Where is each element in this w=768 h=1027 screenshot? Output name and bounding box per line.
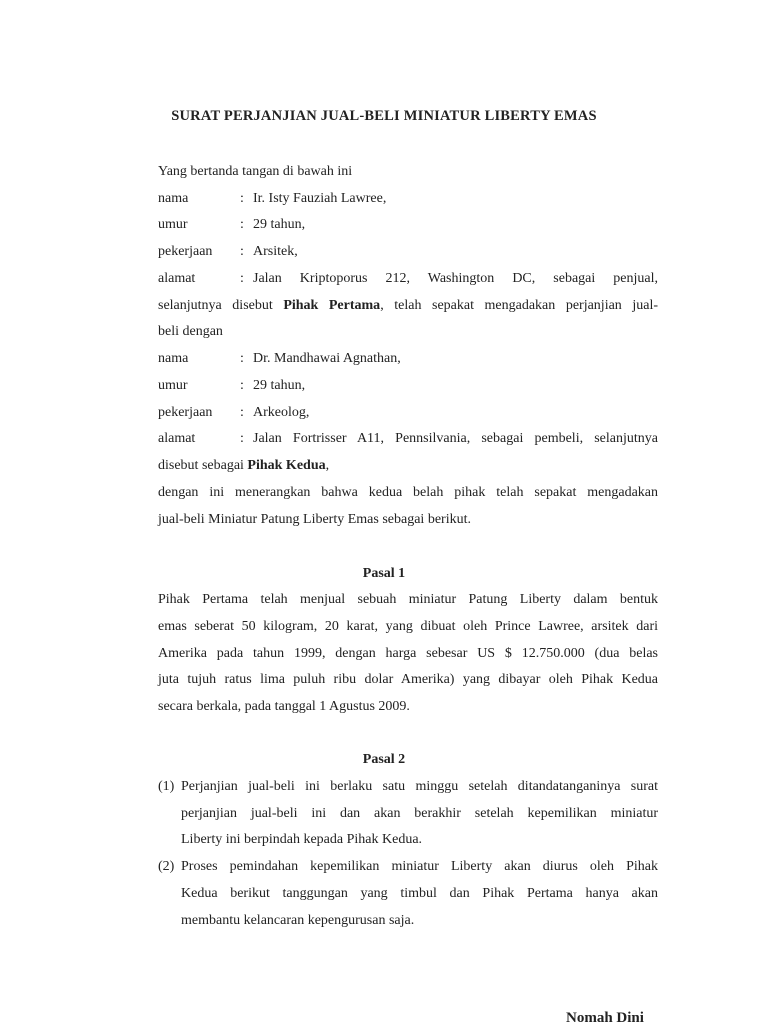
party2-cont-c: ,	[325, 458, 330, 473]
party2-umur-label: umur	[158, 378, 188, 393]
party1-umur-label: umur	[158, 217, 188, 232]
party1-nama-value: Ir. Isty Fauziah Lawree,	[253, 191, 387, 206]
colon: :	[240, 431, 244, 446]
colon: :	[240, 244, 244, 259]
party2-cont-a: disebut sebagai	[158, 458, 248, 473]
party1-umur-value: 29 tahun,	[253, 217, 306, 232]
pasal2-item-number: (1)	[158, 779, 175, 794]
closing-intro-line: jual-beli Miniatur Patung Liberty Emas sebagai berikut.	[158, 512, 471, 527]
pasal2-heading: Pasal 2	[362, 752, 406, 767]
pasal1-line: secara berkala, pada tanggal 1 Agustus 2009.	[158, 699, 410, 714]
pasal1-heading: Pasal 1	[362, 566, 406, 581]
party1-continuation-line2: beli dengan	[158, 324, 223, 339]
colon: :	[240, 271, 244, 286]
party1-cont-a: selanjutnya disebut	[158, 298, 284, 313]
colon: :	[240, 378, 244, 393]
pihak-pertama-bold: Pihak Pertama	[283, 298, 381, 313]
colon: :	[240, 405, 244, 420]
party1-cont-c: , telah sepakat mengadakan perjanjian jual-	[380, 298, 659, 313]
pasal2-item-line: membantu kelancaran kepengurusan saja.	[181, 913, 415, 928]
pasal2-item-line: perjanjian jual-beli ini dan akan berakhir setelah kepemilikan miniatur	[181, 806, 658, 821]
pasal1-line: emas seberat 50 kilogram, 20 karat, yang dibuat oleh Prince Lawree, arsitek dari	[158, 619, 658, 634]
signature-partial: Nomah Dini	[566, 1010, 644, 1026]
pasal2-item-line: Perjanjian jual-beli ini berlaku satu minggu setelah ditandatanganinya surat	[181, 779, 658, 794]
party1-alamat-label: alamat	[158, 271, 196, 286]
party2-pekerjaan-value: Arkeolog,	[253, 405, 310, 420]
pasal1-line: Pihak Pertama telah menjual sebuah miniatur Patung Liberty dalam bentuk	[158, 592, 658, 607]
closing-intro-line: dengan ini menerangkan bahwa kedua belah pihak telah sepakat mengadakan	[158, 485, 658, 500]
party2-nama-value: Dr. Mandhawai Agnathan,	[253, 351, 401, 366]
party2-continuation-line	[158, 457, 658, 475]
party2-alamat-value: Jalan Fortrisser A11, Pennsilvania, sebagai pembeli, selanjutnya	[253, 431, 658, 446]
party2-pekerjaan-label: pekerjaan	[158, 405, 213, 420]
party2-nama-label: nama	[158, 351, 189, 366]
party1-pekerjaan-label: pekerjaan	[158, 244, 213, 259]
pasal2-item-line: Proses pemindahan kepemilikan miniatur Liberty akan diurus oleh Pihak	[181, 859, 658, 874]
pasal2-item-line: Liberty ini berpindah kepada Pihak Kedua.	[181, 832, 423, 847]
party1-continuation-line	[158, 297, 658, 315]
pihak-kedua-bold: Pihak Kedua	[247, 458, 326, 473]
colon: :	[240, 217, 244, 232]
party2-umur-value: 29 tahun,	[253, 378, 306, 393]
pasal1-line: Amerika pada tahun 1999, dengan harga sebesar US $ 12.750.000 (dua belas	[158, 646, 658, 661]
party1-pekerjaan-value: Arsitek,	[253, 244, 298, 259]
party1-alamat-value: Jalan Kriptoporus 212, Washington DC, sebagai penjual,	[253, 271, 658, 286]
pasal1-line: juta tujuh ratus lima puluh ribu dolar Amerika) yang dibayar oleh Pihak Kedua	[158, 672, 658, 687]
party2-alamat-label: alamat	[158, 431, 196, 446]
document-title: SURAT PERJANJIAN JUAL-BELI MINIATUR LIBERTY EMAS	[171, 108, 597, 124]
colon: :	[240, 191, 244, 206]
pasal2-item-line: Kedua berikut tanggungan yang timbul dan Pihak Pertama hanya akan	[181, 886, 658, 901]
colon: :	[240, 351, 244, 366]
party1-nama-label: nama	[158, 191, 189, 206]
intro-text: Yang bertanda tangan di bawah ini	[158, 164, 353, 179]
pasal2-item-number: (2)	[158, 859, 175, 874]
